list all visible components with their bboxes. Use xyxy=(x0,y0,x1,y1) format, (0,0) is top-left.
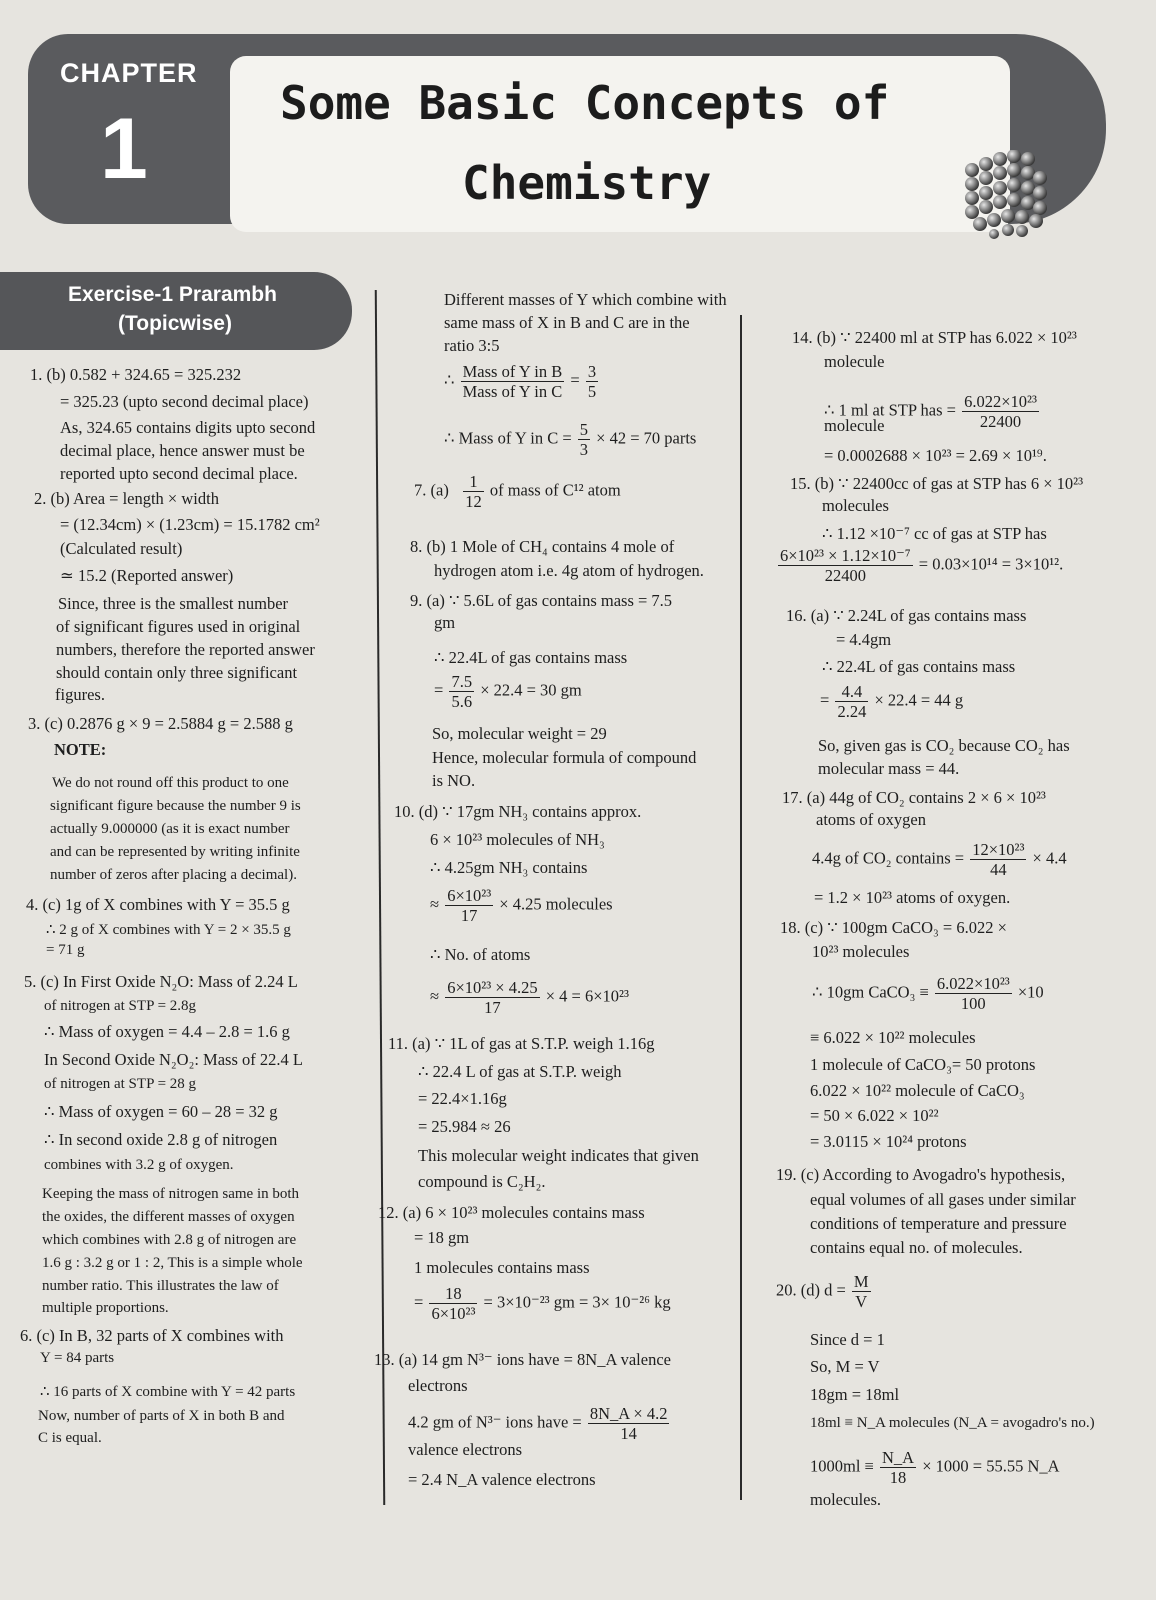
q10-answer: 10. (d) ∵ 17gm NH₃ contains approx. xyxy=(394,802,642,821)
text-line: = 4.4gm xyxy=(836,630,892,649)
text-line: ∴ In second oxide 2.8 g of nitrogen xyxy=(44,1130,278,1149)
q16-answer: 16. (a) ∵ 2.24L of gas contains mass xyxy=(786,606,1027,625)
q19-answer: 19. (c) According to Avogadro's hypothesis, xyxy=(776,1165,1066,1184)
text-line: ratio 3:5 xyxy=(444,336,500,355)
per-ml-equation: ∴ 1 ml at STP has = $\frac{\text{6.022×10²³}}{22400}$ xyxy=(824,392,1037,431)
fraction: $\frac{\text{6.022×10²³}}{100}$ xyxy=(936,974,1010,1013)
molecules-equation: $\frac{\text{6×10²³ × 1.12×10⁻⁷}}{22400}$ = 0.03×10¹⁴ = 3×10¹². xyxy=(780,546,1064,585)
text-line: combines with 3.2 g of oxygen. xyxy=(44,1157,234,1173)
mass-equation: = $\frac{4.4}{2.24}$ × 22.4 = 44 g xyxy=(820,682,964,721)
text-line: which combines with 2.8 g of nitrogen are xyxy=(42,1232,297,1248)
oxygen-atoms-equation: 4.4g of CO₂ contains = $\frac{\text{12×10²³}}{44}$ × 4.4 xyxy=(812,840,1067,879)
text-line: = 50 × 6.022 × 10²² xyxy=(810,1106,939,1125)
text-line: So, given gas is CO₂ because CO₂ has xyxy=(818,736,1070,755)
fraction: $\frac{3}{5}$ xyxy=(587,362,597,401)
text-line: equal volumes of all gases under similar xyxy=(810,1190,1076,1209)
text-line: is NO. xyxy=(432,771,476,790)
text-line: actually 9.000000 (as it is exact number xyxy=(50,821,290,837)
text-line: ∴ Mass of oxygen = 60 – 28 = 32 g xyxy=(44,1102,278,1121)
text-line: We do not round off this product to one xyxy=(52,775,289,791)
text-line: molecule xyxy=(824,416,885,435)
fraction: $\frac{\text{6.022×10²³}}{22400}$ xyxy=(964,392,1037,431)
text-line: = 18 gm xyxy=(414,1228,470,1247)
molecules-equation: ≈ $\frac{\text{6×10²³}}{17}$ × 4.25 molecules xyxy=(430,886,613,925)
text-line: of nitrogen at STP = 2.8g xyxy=(44,998,197,1014)
text-line: 18gm = 18ml xyxy=(810,1385,900,1404)
note-heading: NOTE: xyxy=(54,740,107,759)
text-line: ∴ 22.4L of gas contains mass xyxy=(822,657,1016,676)
fraction: $\frac{N\_A}{18}$ xyxy=(881,1448,915,1487)
mass-per-molecule-equation: = $\frac{18}{\text{6×10²³}}$ = 3×10⁻²³ gm = 3× 10⁻²⁶ kg xyxy=(414,1284,671,1323)
column-divider-right xyxy=(740,315,742,1500)
text-line: (Calculated result) xyxy=(60,539,183,558)
q6-answer: 6. (c) In B, 32 parts of X combines with xyxy=(20,1326,284,1345)
mass-y-equation: ∴ Mass of Y in C = $\frac{5}{3}$ × 42 = 70 parts xyxy=(444,420,697,459)
mass-equation: = $\frac{7.5}{5.6}$ × 22.4 = 30 gm xyxy=(434,672,582,711)
text-line: = 3.0115 × 10²⁴ protons xyxy=(810,1132,967,1151)
ratio-equation: ∴ $\frac{\text{Mass of Y in B}}{\text{Mass of Y in C}}$ = $\frac{3}{5}$ xyxy=(444,362,597,401)
text-line: molecules xyxy=(822,496,889,515)
q12-answer: 12. (a) 6 × 10²³ molecules contains mass xyxy=(378,1203,645,1222)
text-line: number ratio. This illustrates the law of xyxy=(42,1278,279,1294)
atoms-equation: ≈ $\frac{\text{6×10²³ × 4.25}}{17}$ × 4 = 6×10²³ xyxy=(430,978,629,1017)
chapter-title-line2: Chemistry xyxy=(462,156,712,210)
fraction: $\frac{1}{12}$ xyxy=(465,472,482,511)
text-line: ∴ Mass of oxygen = 4.4 – 2.8 = 1.6 g xyxy=(44,1022,290,1041)
text-line: Since d = 1 xyxy=(810,1330,885,1349)
text-line: = 2.4 N_A valence electrons xyxy=(408,1470,596,1489)
text-line: decimal place, hence answer must be xyxy=(60,441,305,460)
fraction: $\frac{\text{Mass of Y in B}}{\text{Mass of Y in C}}$ xyxy=(462,362,563,401)
column-divider-left xyxy=(375,290,385,1505)
chapter-number: 1 xyxy=(100,101,148,197)
q17-answer: 17. (a) 44g of CO₂ contains 2 × 6 × 10²³ xyxy=(782,788,1046,807)
text-line: valence electrons xyxy=(408,1440,523,1459)
caco3-equation: ∴ 10gm CaCO₃ ≡ $\frac{\text{6.022×10²³}}{100}$ ×10 xyxy=(812,974,1044,1013)
text-line: number of zeros after placing a decimal). xyxy=(50,867,297,883)
text-line: ≃ 15.2 (Reported answer) xyxy=(60,566,234,585)
text-line: ∴ No. of atoms xyxy=(430,945,531,964)
text-line: Now, number of parts of X in both B and xyxy=(38,1408,285,1424)
text-line: the oxides, the different masses of oxygen xyxy=(42,1209,295,1225)
text-line: ∴ 22.4L of gas contains mass xyxy=(434,648,628,667)
text-line: Hence, molecular formula of compound xyxy=(432,748,697,767)
text-line: So, M = V xyxy=(810,1357,880,1376)
fraction: $\frac{18}{\text{6×10²³}}$ xyxy=(431,1284,476,1323)
text-line: molecules. xyxy=(810,1490,882,1509)
q11-answer: 11. (a) ∵ 1L of gas at S.T.P. weigh 1.16g xyxy=(388,1034,655,1053)
text-line: hydrogen atom i.e. 4g atom of hydrogen. xyxy=(434,561,704,580)
fraction: $\frac{4.4}{2.24}$ xyxy=(837,682,867,721)
q20-answer: 20. (d) d = $\frac{M}{V}$ xyxy=(776,1272,869,1311)
text-line: = 71 g xyxy=(46,942,85,958)
text-line: In Second Oxide N₂O₂: Mass of 22.4 L xyxy=(44,1050,303,1069)
fraction: $\frac{\text{6×10²³}}{17}$ xyxy=(447,886,492,925)
text-line: ≡ 6.022 × 10²² molecules xyxy=(810,1028,976,1047)
fraction: $\frac{5}{3}$ xyxy=(579,420,589,459)
chapter-label: CHAPTER xyxy=(60,58,198,88)
text-line: Y = 84 parts xyxy=(40,1350,115,1366)
q15-answer: 15. (b) ∵ 22400cc of gas at STP has 6 × 10²³ xyxy=(790,474,1084,493)
text-line: contains equal no. of molecules. xyxy=(810,1238,1023,1257)
text-line: of nitrogen at STP = 28 g xyxy=(44,1076,197,1092)
text-line: 1 molecule of CaCO₃= 50 protons xyxy=(810,1055,1036,1074)
text-line: = 25.984 ≈ 26 xyxy=(418,1117,511,1136)
fraction: $\frac{M}{V}$ xyxy=(853,1272,869,1311)
text-line: 6 × 10²³ molecules of NH₃ xyxy=(430,830,605,849)
text-line: ∴ 1.12 ×10⁻⁷ cc of gas at STP has xyxy=(822,524,1047,543)
valence-equation: 4.2 gm of N³⁻ ions have = $\frac{8N\_A \times 4.2}{14}$ xyxy=(408,1404,668,1443)
text-line: significant figure because the number 9 is xyxy=(50,798,301,814)
text-line: = (12.34cm) × (1.23cm) = 15.1782 cm² xyxy=(60,515,320,534)
text-line: molecular mass = 44. xyxy=(818,759,960,778)
text-line: and can be represented by writing infinite xyxy=(50,844,300,860)
text-line: compound is C₂H₂. xyxy=(418,1172,546,1191)
fraction: $\frac{\text{12×10²³}}{44}$ xyxy=(972,840,1025,879)
fraction: $\frac{\text{6×10²³ × 1.12×10⁻⁷}}{22400}$ xyxy=(780,546,911,585)
text-line: C is equal. xyxy=(38,1430,102,1446)
q14-answer: 14. (b) ∵ 22400 ml at STP has 6.022 × 10²³ xyxy=(792,328,1077,347)
q18-answer: 18. (c) ∵ 100gm CaCO₃ = 6.022 × xyxy=(780,918,1007,937)
text-line: gm xyxy=(434,613,456,632)
text-line: should contain only three significant xyxy=(56,663,298,682)
text-line: of significant figures used in original xyxy=(56,617,301,636)
text-line: numbers, therefore the reported answer xyxy=(56,640,315,659)
q8-answer: 8. (b) 1 Mole of CH₄ contains 4 mole of xyxy=(410,537,675,556)
text-line: 6.022 × 10²² molecule of CaCO₃ xyxy=(810,1081,1025,1100)
text-line: ∴ 22.4 L of gas at S.T.P. weigh xyxy=(418,1062,622,1081)
fraction: $\frac{\text{6×10²³ × 4.25}}{17}$ xyxy=(447,978,538,1017)
text-line: = 325.23 (upto second decimal place) xyxy=(60,392,309,411)
text-line: conditions of temperature and pressure xyxy=(810,1214,1067,1233)
text-line: multiple proportions. xyxy=(42,1300,169,1316)
q13-answer: 13. (a) 14 gm N³⁻ ions have = 8N_A valence xyxy=(374,1350,671,1369)
text-line: molecule xyxy=(824,352,885,371)
fraction: $\frac{7.5}{5.6}$ xyxy=(451,672,473,711)
final-equation: 1000ml ≡ $\frac{N\_A}{18}$ × 1000 = 55.55 N_A xyxy=(810,1448,1060,1487)
q4-answer: 4. (c) 1g of X combines with Y = 35.5 g xyxy=(26,895,290,914)
text-line: Different masses of Y which combine with xyxy=(444,290,727,309)
text-line: electrons xyxy=(408,1376,468,1395)
text-line: same mass of X in B and C are in the xyxy=(444,313,690,332)
q7-answer: 7. (a) $\frac{1}{12}$ of mass of C¹² atom xyxy=(414,472,621,511)
text-line: = 1.2 × 10²³ atoms of oxygen. xyxy=(814,888,1011,907)
text-line: ∴ 2 g of X combines with Y = 2 × 35.5 g xyxy=(46,922,291,938)
text-line: reported upto second decimal place. xyxy=(60,464,298,483)
q2-answer: 2. (b) Area = length × width xyxy=(34,489,219,508)
text-line: This molecular weight indicates that given xyxy=(418,1146,699,1165)
exercise-subtitle: (Topicwise) xyxy=(118,312,232,335)
q5-answer: 5. (c) In First Oxide N₂O: Mass of 2.24 L xyxy=(24,972,298,991)
text-line: figures. xyxy=(55,685,105,704)
q1-answer: 1. (b) 0.582 + 324.65 = 325.232 xyxy=(30,365,242,384)
text-line: As, 324.65 contains digits upto second xyxy=(60,418,316,437)
text-line: 1 molecules contains mass xyxy=(414,1258,590,1277)
text-line: So, molecular weight = 29 xyxy=(432,724,607,743)
exercise-title: Exercise-1 Prarambh xyxy=(68,283,277,306)
fraction: $\frac{8N\_A \times 4.2}{14}$ xyxy=(589,1404,668,1443)
q9-answer: 9. (a) ∵ 5.6L of gas contains mass = 7.5 xyxy=(410,591,673,610)
chapter-title-line1: Some Basic Concepts of xyxy=(280,76,890,130)
text-line: Keeping the mass of nitrogen same in both xyxy=(42,1186,300,1202)
text-line: atoms of oxygen xyxy=(816,810,926,829)
q3-answer: 3. (c) 0.2876 g × 9 = 2.5884 g = 2.588 g xyxy=(28,714,293,733)
text-line: = 0.0002688 × 10²³ = 2.69 × 10¹⁹. xyxy=(824,446,1047,465)
text-line: 1.6 g : 3.2 g or 1 : 2, This is a simple whole xyxy=(42,1255,303,1271)
text-line: 18ml ≡ N_A molecules (N_A = avogadro's no.) xyxy=(810,1415,1095,1431)
text-line: ∴ 4.25gm NH₃ contains xyxy=(430,858,588,877)
atom-lattice-icon xyxy=(960,150,1050,240)
text-line: ∴ 16 parts of X combine with Y = 42 parts xyxy=(40,1384,296,1400)
text-line: = 22.4×1.16g xyxy=(418,1089,507,1108)
text-line: 10²³ molecules xyxy=(812,942,910,961)
text-line: Since, three is the smallest number xyxy=(58,594,289,613)
